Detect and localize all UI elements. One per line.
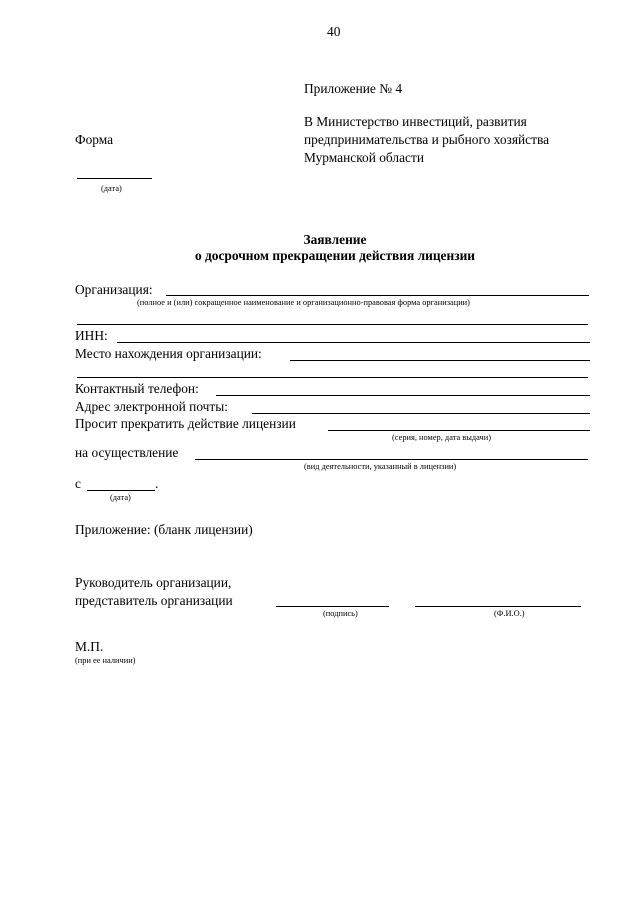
request-field-line[interactable] <box>328 430 590 431</box>
stamp-label: М.П. <box>75 639 104 654</box>
document-subtitle: о досрочном прекращении действия лицензии <box>194 248 476 263</box>
inn-label: ИНН: <box>75 328 108 343</box>
appendix-label: Приложение № 4 <box>304 81 403 96</box>
attachment-text: Приложение: (бланк лицензии) <box>75 522 253 537</box>
phone-field-line[interactable] <box>216 395 590 396</box>
addressee-line-1: В Министерство инвестиций, развития <box>304 114 527 129</box>
date-caption: (дата) <box>101 184 122 193</box>
organization-field-line[interactable] <box>166 295 589 296</box>
email-field-line[interactable] <box>252 413 590 414</box>
document-title: Заявление <box>303 232 367 247</box>
signature-caption: (подпись) <box>323 609 358 618</box>
inn-field-line[interactable] <box>117 342 590 343</box>
organization-field-line-2[interactable] <box>77 324 588 325</box>
signature-field-line[interactable] <box>276 606 389 607</box>
from-date-caption: (дата) <box>110 493 131 502</box>
activity-field-line[interactable] <box>195 459 588 460</box>
organization-label: Организация: <box>75 282 153 297</box>
location-field-line[interactable] <box>290 360 590 361</box>
full-name-field-line[interactable] <box>415 606 581 607</box>
addressee-line-3: Мурманской области <box>304 150 424 165</box>
stamp-hint: (при ее наличии) <box>75 656 136 665</box>
page-number: 40 <box>327 24 341 39</box>
activity-hint: (вид деятельности, указанный в лицензии) <box>304 462 457 471</box>
date-field-line[interactable] <box>77 178 152 179</box>
from-date-field-line[interactable] <box>87 490 155 491</box>
phone-label: Контактный телефон: <box>75 381 199 396</box>
organization-hint: (полное и (или) сокращенное наименование и организационно-правовая форма организации) <box>137 298 470 307</box>
from-date-period: . <box>155 476 159 491</box>
request-label: Просит прекратить действие лицензии <box>75 416 296 431</box>
addressee-line-2: предпринимательства и рыбного хозяйства <box>304 132 550 147</box>
activity-label: на осуществление <box>75 445 179 460</box>
form-label: Форма <box>75 132 114 147</box>
from-label: с <box>75 476 81 491</box>
full-name-caption: (Ф.И.О.) <box>494 609 525 618</box>
signatory-line-1: Руководитель организации, <box>75 575 232 590</box>
location-field-line-2[interactable] <box>77 377 588 378</box>
location-label: Место нахождения организации: <box>75 346 262 361</box>
signatory-line-2: представитель организации <box>75 593 233 608</box>
email-label: Адрес электронной почты: <box>75 399 228 414</box>
request-hint: (серия, номер, дата выдачи) <box>392 433 491 442</box>
